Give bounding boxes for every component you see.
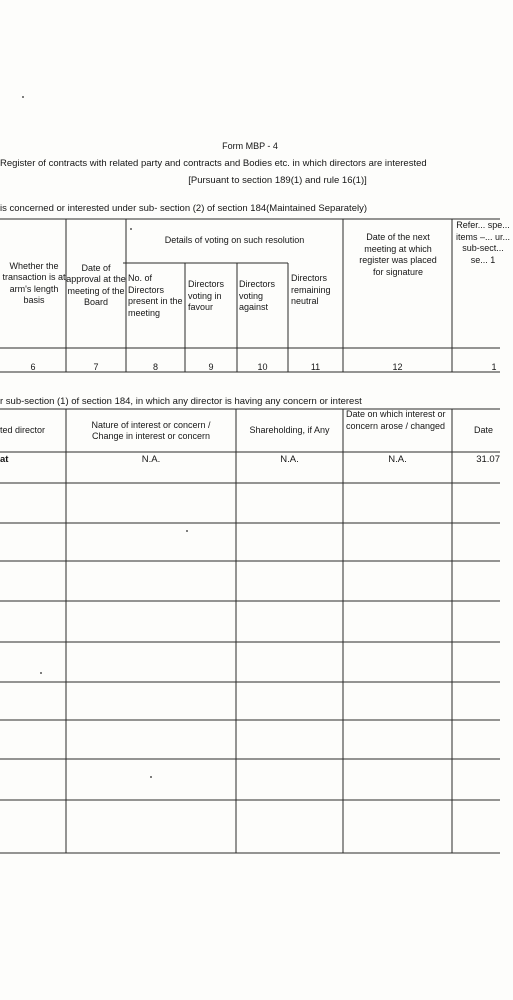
header-directors-neutral: Directors remaining neutral (291, 273, 331, 306)
header-nature-interest: Nature of interest or concern / Change in interest or concern (91, 419, 211, 441)
header-date-approval: Date of approval at the meeting of the Board (66, 262, 126, 307)
part1-heading: is concerned or interested under sub- section (2) of section 184(Maintained Separately) (0, 203, 368, 214)
column-number: 1 (491, 362, 497, 372)
date-arose-value: N.A. (388, 454, 407, 465)
scan-speck (130, 228, 132, 230)
director-name-partial: at (0, 454, 9, 465)
date-partial-value: 31.07 (476, 454, 500, 465)
column-number: 11 (310, 362, 321, 372)
register-subtitle: [Pursuant to section 189(1) and rule 16(1)] (188, 175, 367, 186)
column-number: 7 (93, 362, 99, 372)
header-date-partial: Date (474, 425, 494, 436)
part2-heading: r sub-section (1) of section 184, in which any director is having any concern or interest (0, 396, 362, 407)
register-title: Register of contracts with related party and contracts and Bodies etc. in which directors are interested (0, 158, 427, 169)
header-director: ted director (0, 425, 46, 436)
header-no-directors-present: No. of Directors present in the meeting (128, 273, 183, 318)
header-date-arose: Date on which interest or concern arose / changed (346, 409, 446, 431)
header-next-meeting: Date of the next meeting at which register was placed for signature (359, 232, 437, 277)
column-number: 10 (257, 362, 268, 372)
scan-speck (186, 530, 188, 532)
scan-speck (22, 96, 24, 98)
column-number: 9 (208, 362, 214, 372)
header-directors-against: Directors voting against (239, 279, 276, 312)
column-number: 12 (392, 362, 403, 372)
scan-speck (40, 672, 42, 674)
shareholding-value: N.A. (280, 454, 299, 465)
column-number: 8 (152, 362, 158, 372)
column-number: 6 (30, 362, 36, 372)
nature-value: N.A. (141, 454, 161, 465)
header-reference-partial: Refer... spe... items –... ur... sub-sect... se... 1 (455, 220, 511, 265)
header-arms-length: Whether the transaction is at arm's length basis (2, 260, 66, 305)
header-voting-details: Details of voting on such resolution (164, 235, 305, 246)
header-directors-favour: Directors voting in favour (188, 279, 225, 312)
form-number: Form MBP - 4 (222, 141, 278, 151)
header-shareholding: Shareholding, if Any (249, 425, 330, 436)
scan-speck (150, 776, 152, 778)
